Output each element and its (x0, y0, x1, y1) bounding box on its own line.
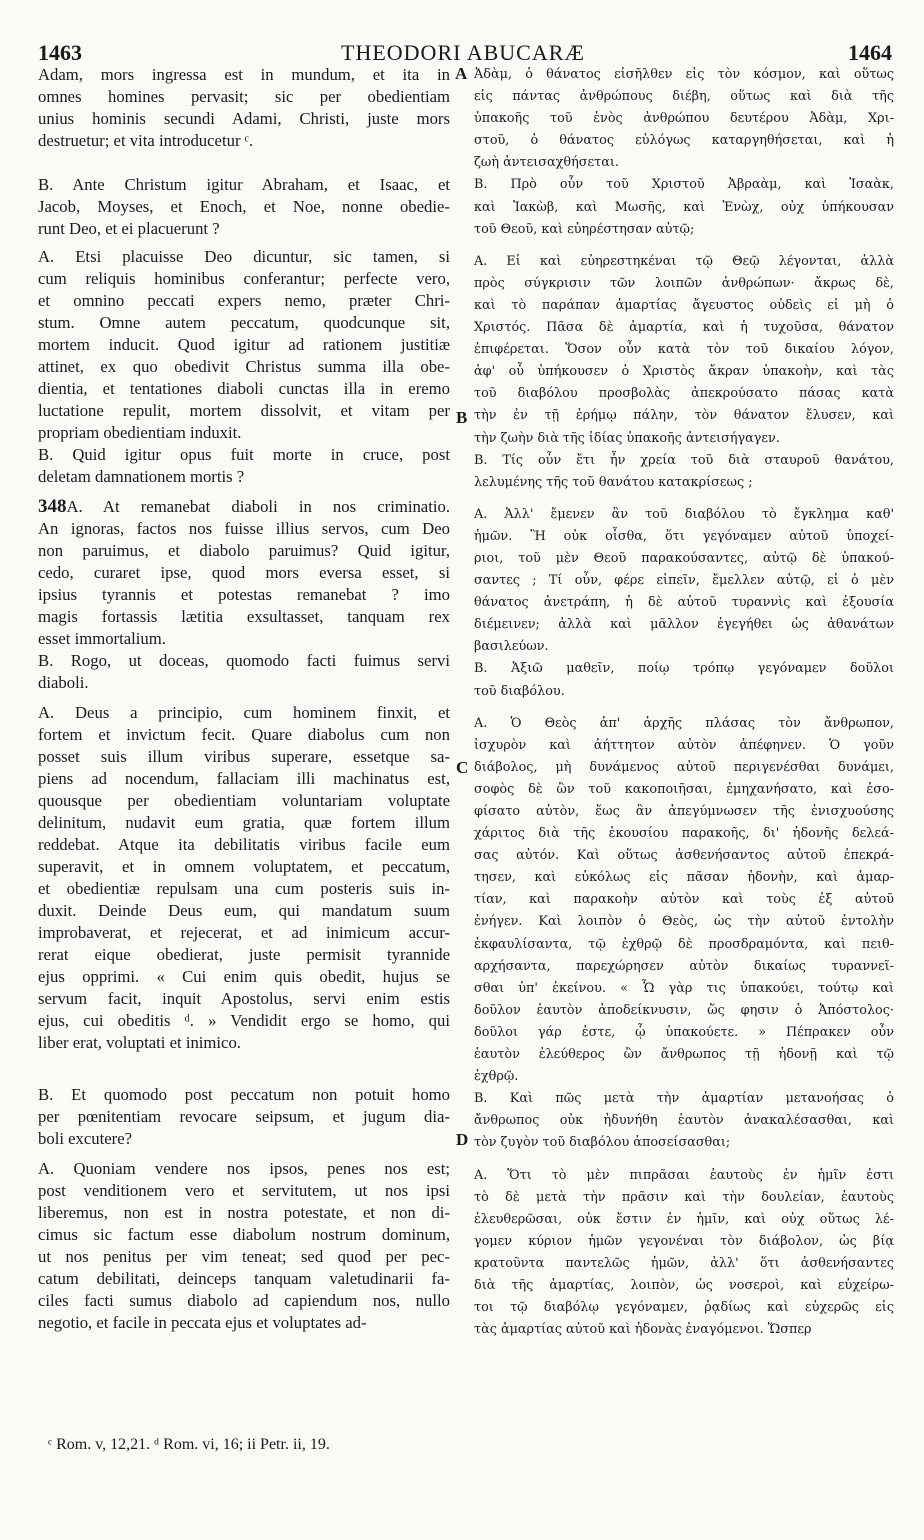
greek-line: κρατοῦντα παντελῶς ἡμῶν, ἀλλ' ὅτι ἀσθενήσαντες (474, 1255, 894, 1271)
latin-line: cum reliquis hominibus conferantur; perfecte vero, (38, 269, 450, 288)
greek-line: B. Τίς οὖν ἔτι ἦν χρεία τοῦ διὰ σταυροῦ θανάτου, (474, 452, 894, 468)
latin-line: ejus, cui obeditis ᵈ. » Vendidit ergo se homo, qui (38, 1011, 450, 1030)
latin-paragraph (38, 702, 450, 1054)
greek-line: θάνατος ἀνετράπη, ἡ δὲ αὐτοῦ τυραννὶς καὶ ἐξουσία (474, 595, 894, 611)
latin-line: esset immortalium. (38, 629, 166, 648)
latin-line: et omnino peccati expers nemo, præter Chri- (38, 291, 450, 310)
greek-line: ἐπιφέρεται. Ὅσον οὖν κατὰ τὸν τοῦ δικαίου λόγον, (474, 342, 894, 358)
greek-line: ζωὴ ἀντεισαχθήσεται. (474, 155, 619, 171)
greek-line: Ἀδὰμ, ὁ θάνατος εἰσῆλθεν εἰς τὸν κόσμον, καὶ οὕτως (474, 67, 894, 82)
latin-line: improbaverat, et rejecerat, et ad inimicum accur- (38, 923, 450, 942)
greek-line: σας αὐτόν. Καὶ οὕτως ἀσθενήσαντος αὐτοῦ ἐπεκρά- (474, 848, 894, 864)
greek-line: ἰσχυρὸν καὶ ἀήττητον αὐτὸν ἀπέφηνεν. Ὁ γοῦν (474, 737, 894, 753)
greek-line: ἐχθρῷ. (474, 1069, 519, 1085)
greek-line: Χριστός. Πᾶσα δὲ ἁμαρτία, καὶ ἡ τυχοῦσα, θάνατον (474, 320, 894, 336)
greek-line: ἐκφαυλίσαντα, τῷ ἐχθρῷ δὲ προσδραμόντα, καὶ πειθ- (474, 936, 894, 952)
latin-line: rerat eique obedierat, juste permisit tyrannide (38, 945, 450, 964)
latin-line: duxit. Deinde Deus eum, qui mandatum suum (38, 901, 450, 920)
greek-line: τὰς ἁμαρτίας αὐτοῦ καὶ ἡδονὰς ἐναγόμενοι. Ὥσπερ (474, 1322, 812, 1338)
greek-paragraph (474, 658, 894, 702)
greek-line: δοῦλον ἑαυτὸν ἀποδείκνυσιν, ὥς φησιν ὁ Ἀπόστολος· (474, 1002, 894, 1018)
greek-line: ριοι, τοῦ μὲν Θεοῦ παρακούσαντες, αὐτῷ δὲ ὑπακού- (474, 550, 894, 566)
latin-paragraph (38, 246, 450, 444)
greek-paragraph (474, 1165, 894, 1342)
latin-line: runt Deo, et ei placuerunt ? (38, 219, 220, 238)
greek-line: γομεν κύριον ἡμῶν γεγονέναι τὸν διάβολον, ὡς βίᾳ (474, 1233, 894, 1249)
latin-line: liberemus, non est in nostra potestate, et non di- (38, 1203, 450, 1222)
latin-line-text: A. At remanebat diaboli in nos criminatio. (66, 497, 450, 516)
greek-line: τὸν ζυγὸν τοῦ διαβόλου ἀποσείσασθαι; (474, 1135, 731, 1151)
page-number-right: 1464 (848, 40, 892, 65)
greek-column (474, 64, 894, 1341)
page-header (34, 40, 892, 66)
latin-line: cimus sic factum esse diabolum nostrum dominum, (38, 1225, 450, 1244)
margin-marker-c: C (456, 758, 469, 777)
greek-line: τὴν ζωὴν διὰ τῆς ἰδίας ὑπακοῆς ἀντεισήγαγεν. (474, 430, 780, 446)
latin-line: luctatione repulit, mortem dissolvit, et vitam per (38, 401, 450, 420)
latin-line: B. Rogo, ut doceas, quomodo facti fuimus servi (38, 651, 450, 670)
latin-paragraph (38, 174, 450, 240)
greek-line: ἐλευθερῶσαι, οὐκ ἔστιν ἐν ἡμῖν, καὶ οὐχ οὕτως λέ- (474, 1211, 894, 1227)
latin-line: mortem inducit. Quod igitur ad rationem justitiæ (38, 335, 450, 354)
greek-line: καὶ Ἰακὼβ, καὶ Μωσῆς, καὶ Ἐνὼχ, οὐχ ὑπήκουσαν (474, 199, 894, 215)
greek-paragraph (474, 1088, 894, 1154)
greek-line: A. Εἰ καὶ εὐηρεστηκέναι τῷ Θεῷ λέγονται, ἀλλὰ (474, 253, 894, 269)
latin-line: ut nos penitus per vim teneat; sed quod per pec- (38, 1247, 450, 1266)
greek-line: A. Ἀλλ' ἔμενεν ἂν τοῦ διαβόλου τὸ ἔγκλημα καθ' (474, 506, 894, 522)
greek-line: φίσατο αὐτὸν, ἕως ἂν ἀπεγύμνωσεν τῆς ἐνισχυούσης (474, 804, 894, 819)
margin-marker-b: B (456, 408, 468, 427)
margin-marker-d: D (456, 1130, 469, 1149)
latin-line: B. Quid igitur opus fuit morte in cruce, post (38, 445, 450, 464)
greek-line: λελυμένης τῆς τοῦ θανάτου κατακρίσεως ; (474, 474, 753, 490)
latin-line: piens ad nocendum, fallaciam illi machinatus est, (38, 769, 450, 788)
latin-line: fortem et invictum fecit. Quare diabolus cum non (38, 725, 450, 744)
greek-line: B. Πρὸ οὖν τοῦ Χριστοῦ Ἀβραὰμ, καὶ Ἰσαὰκ, (474, 177, 894, 193)
greek-paragraph (474, 450, 894, 494)
latin-line: omnes homines pervasit; sic per obedientiam (38, 87, 450, 106)
greek-paragraph (474, 174, 894, 240)
latin-line: liber erat, voluptati et inimico. (38, 1033, 241, 1052)
greek-line: τὴν ἐν τῇ ἐρήμῳ πάλην, τὸν θάνατον ἔλυσεν, καὶ (474, 408, 894, 424)
greek-line: ἀφ' οὗ ὑπήκουσεν ὁ Χριστὸς ἄκραν ὑπακοὴν, καὶ τὰς (474, 364, 894, 380)
greek-line: τοῦ διαβόλου. (474, 683, 565, 699)
greek-paragraph (474, 64, 894, 174)
greek-line: καὶ τὸ παράπαν ἁμαρτίας ἄγευστος οὐδεὶς εἰ μὴ ὁ (474, 297, 894, 313)
greek-line: σοφὸς δὲ ὢν τοῦ κακοποιῆσαι, ἐμηχανήσατο, καὶ ἐσο- (474, 781, 894, 797)
latin-line: destruetur; et vita introducetur ᶜ. (38, 131, 254, 150)
greek-line: τοῦ Θεοῦ, καὶ εὐηρέστησαν αὐτῷ; (474, 221, 695, 237)
latin-paragraph (38, 496, 450, 650)
latin-line (38, 496, 450, 518)
greek-line: διὰ τῆς ἁμαρτίας, λοιπὸν, ὡς νοσεροὶ, καὶ εὐχείρω- (474, 1277, 894, 1293)
greek-line: σαντες ; Τί οὖν, φέρε εἰπεῖν, ἔμελλεν αὐτῷ, εἰ ὁ μὲν (474, 573, 894, 589)
latin-column (38, 64, 450, 1334)
greek-line: A. Ὁ Θεὸς ἀπ' ἀρχῆς πλάσας τὸν ἄνθρωπον, (474, 715, 894, 731)
running-title: THEODORI ABUCARÆ (341, 40, 585, 65)
greek-paragraph (474, 504, 894, 659)
latin-line: stum. Omne autem peccatum, quodcunque sit, (38, 313, 450, 332)
latin-paragraph (38, 1084, 450, 1150)
greek-line: A. Ὅτι τὸ μὲν πιπρᾶσαι ἑαυτοὺς ἐν ἡμῖν ἐστι (474, 1167, 894, 1183)
greek-line: τοι τῷ διαβόλῳ γεγόναμεν, ῥᾳδίως καὶ εὐχερῶς εἰς (474, 1300, 894, 1316)
latin-line: diaboli. (38, 673, 89, 692)
margin-marker-a: A (455, 64, 468, 83)
greek-line: ἐνήγεν. Καὶ λοιπὸν ὁ Θεὸς, ὡς τὴν αὐτοῦ ἐντολὴν (474, 914, 894, 930)
latin-paragraph (38, 1158, 450, 1334)
greek-line: διέμεινεν; ἀλλὰ καὶ μᾶλλον ἐγεγήθει ὡς ἀθανάτων (474, 617, 894, 633)
latin-line: A. Etsi placuisse Deo dicuntur, sic tamen, si (38, 247, 450, 266)
latin-line: posset suis illum viribus superare, essetque sa- (38, 747, 450, 766)
greek-line: τὸ δὲ μετὰ τὴν πρᾶσιν καὶ τὴν δουλείαν, ἑαυτοὺς (474, 1189, 894, 1205)
latin-line: catum debilitati, deinceps tanquam valetudinarii fa- (38, 1269, 450, 1288)
greek-paragraph (474, 251, 894, 450)
latin-line: B. Et quomodo post peccatum non potuit homo (38, 1085, 450, 1104)
latin-line: propriam obedientiam induxit. (38, 423, 242, 442)
greek-line: διάβολος, μὴ δυνάμενος αὐτοῦ περιγενέσθαι δυνάμει, (474, 759, 894, 775)
latin-line: ejus opprimi. « Cui enim quis obedit, hujus se (38, 967, 450, 986)
greek-line: σθαι ὑπ' ἐκείνου. « Ὧ γὰρ τις ὑπακούει, τούτῳ καὶ (474, 980, 894, 996)
greek-line: πρὸς σύγκρισιν τῶν λοιπῶν ἀνθρώπων· ἄκρως δὲ, (474, 275, 894, 291)
latin-line: post venditionem vero et servitutem, ut nos ipsi (38, 1181, 450, 1200)
greek-line: στοῦ, ὁ θάνατος εὐλόγως καταργηθήσεται, καὶ ἡ (474, 133, 894, 149)
latin-line: An ignoras, factos nos fuisse illius servos, cum Deo (38, 519, 450, 538)
latin-line: et obedientiæ repulsam una cum posteris suis in- (38, 879, 450, 898)
latin-paragraph (38, 64, 450, 152)
latin-line: Adam, mors ingressa est in mundum, et ita in (38, 65, 450, 84)
greek-line: ἄνθρωπος οὐκ ἠδυνήθη ἑαυτὸν ἀνακαλέσασθαι, καὶ (474, 1113, 894, 1129)
greek-line: τοῦ διαβόλου προσβολὰς ἀπεκρούσατο πάσας κατὰ (474, 386, 894, 402)
greek-line: δοῦλοι γάρ ἐστε, ᾧ ὑπακούετε. » Πέπρακεν οὖν (474, 1024, 894, 1040)
latin-line: unius hominis secundi Adami, Christi, juste mors (38, 109, 450, 128)
latin-line: dientia, et tentationes diaboli cunctas illa in eremo (38, 379, 450, 398)
latin-line: ciles facti sumus diabolo ad capiendum nos, nullo (38, 1291, 450, 1310)
greek-line: βασιλεύων. (474, 639, 549, 655)
greek-line: ἑαυτὸν ἐλεύθερος ὢν ἄνθρωπος τῇ ἡδονῇ καὶ τῷ (474, 1047, 894, 1063)
latin-line: per pœnitentiam revocare seipsum, et jugum dia- (38, 1107, 450, 1126)
latin-line: A. Quoniam vendere nos ipsos, penes nos est; (38, 1159, 450, 1178)
latin-line: deletam damnationem mortis ? (38, 467, 245, 486)
latin-line: A. Deus a principio, cum hominem finxit, et (38, 703, 450, 722)
latin-line: quousque per obedientiam voluntariam voluptate (38, 791, 450, 810)
greek-line: εἰς πάντας ἀνθρώπους διέβη, οὕτως καὶ διὰ τῆς (474, 89, 894, 105)
latin-line: attinet, ex quo obedivit Christus summa illa obe- (38, 357, 450, 376)
latin-line: servum facit, inquit Apostolus, servi enim estis (38, 989, 450, 1008)
column-number: 348 (38, 496, 67, 517)
greek-line: ὑπακοῆς τοῦ ἑνὸς ἀνθρώπου δευτέρου Ἀδὰμ, Χρι- (474, 111, 894, 127)
latin-line: magis fortassis lætitia exsultasset, tanquam rex (38, 607, 450, 626)
latin-line: ipsius tyrannis et potestas remanebat ? imo (38, 585, 450, 604)
latin-line: Jacob, Moyses, et Enoch, et Noe, nonne obedie- (38, 197, 450, 216)
greek-line: ἡμῶν. Ἢ οὐκ οἶσθα, ὅτι γεγόναμεν αὐτοῦ ὑποχεί- (474, 528, 894, 544)
latin-line: reddebat. Atque ita debilitatis viribus facile eum (38, 835, 450, 854)
page-number-left: 1463 (38, 40, 82, 65)
footnotes: ᶜ Rom. v, 12,21. ᵈ Rom. vi, 16; ii Petr. ii, 19. (48, 1436, 330, 1453)
latin-line: boli excutere? (38, 1129, 133, 1148)
latin-line: delinitum, nudavit eum gratia, quæ fortem illum (38, 813, 450, 832)
latin-line: B. Ante Christum igitur Abraham, et Isaac, et (38, 175, 450, 194)
greek-line: αρχήσαντα, παρεχώρησεν αὐτὸν δικαίως τυραννεῖ- (474, 958, 894, 974)
latin-paragraph (38, 650, 450, 694)
latin-line: superavit, et in omnem voluptatem, et peccatum, (38, 857, 450, 876)
greek-line: χάριτος διὰ τῆς ἑκουσίου παρακοῆς, δι' ἡδονῆς δελεά- (474, 826, 894, 842)
latin-paragraph (38, 444, 450, 488)
latin-line: non paruimus, et diabolo paruimus? Quid igitur, (38, 541, 450, 560)
latin-line: negotio, et facile in peccata ejus et voluptates ad- (38, 1313, 367, 1332)
greek-line: B. Ἀξιῶ μαθεῖν, ποίῳ τρόπῳ γεγόναμεν δοῦλοι (474, 661, 894, 677)
greek-line: τίαν, καὶ παρακοὴν αὐτὸν καὶ τοὺς ἐξ αὐτοῦ (474, 892, 894, 908)
greek-line: τησεν, καὶ εὐκόλως εἰς πᾶσαν ἡδονὴν, καὶ ἁμαρ- (474, 870, 894, 886)
latin-line: cedo, curaret ipse, quod mors eversa esset, si (38, 563, 450, 582)
greek-line: B. Καὶ πῶς μετὰ τὴν ἁμαρτίαν μετανοήσας ὁ (474, 1091, 894, 1107)
greek-paragraph (474, 713, 894, 1089)
